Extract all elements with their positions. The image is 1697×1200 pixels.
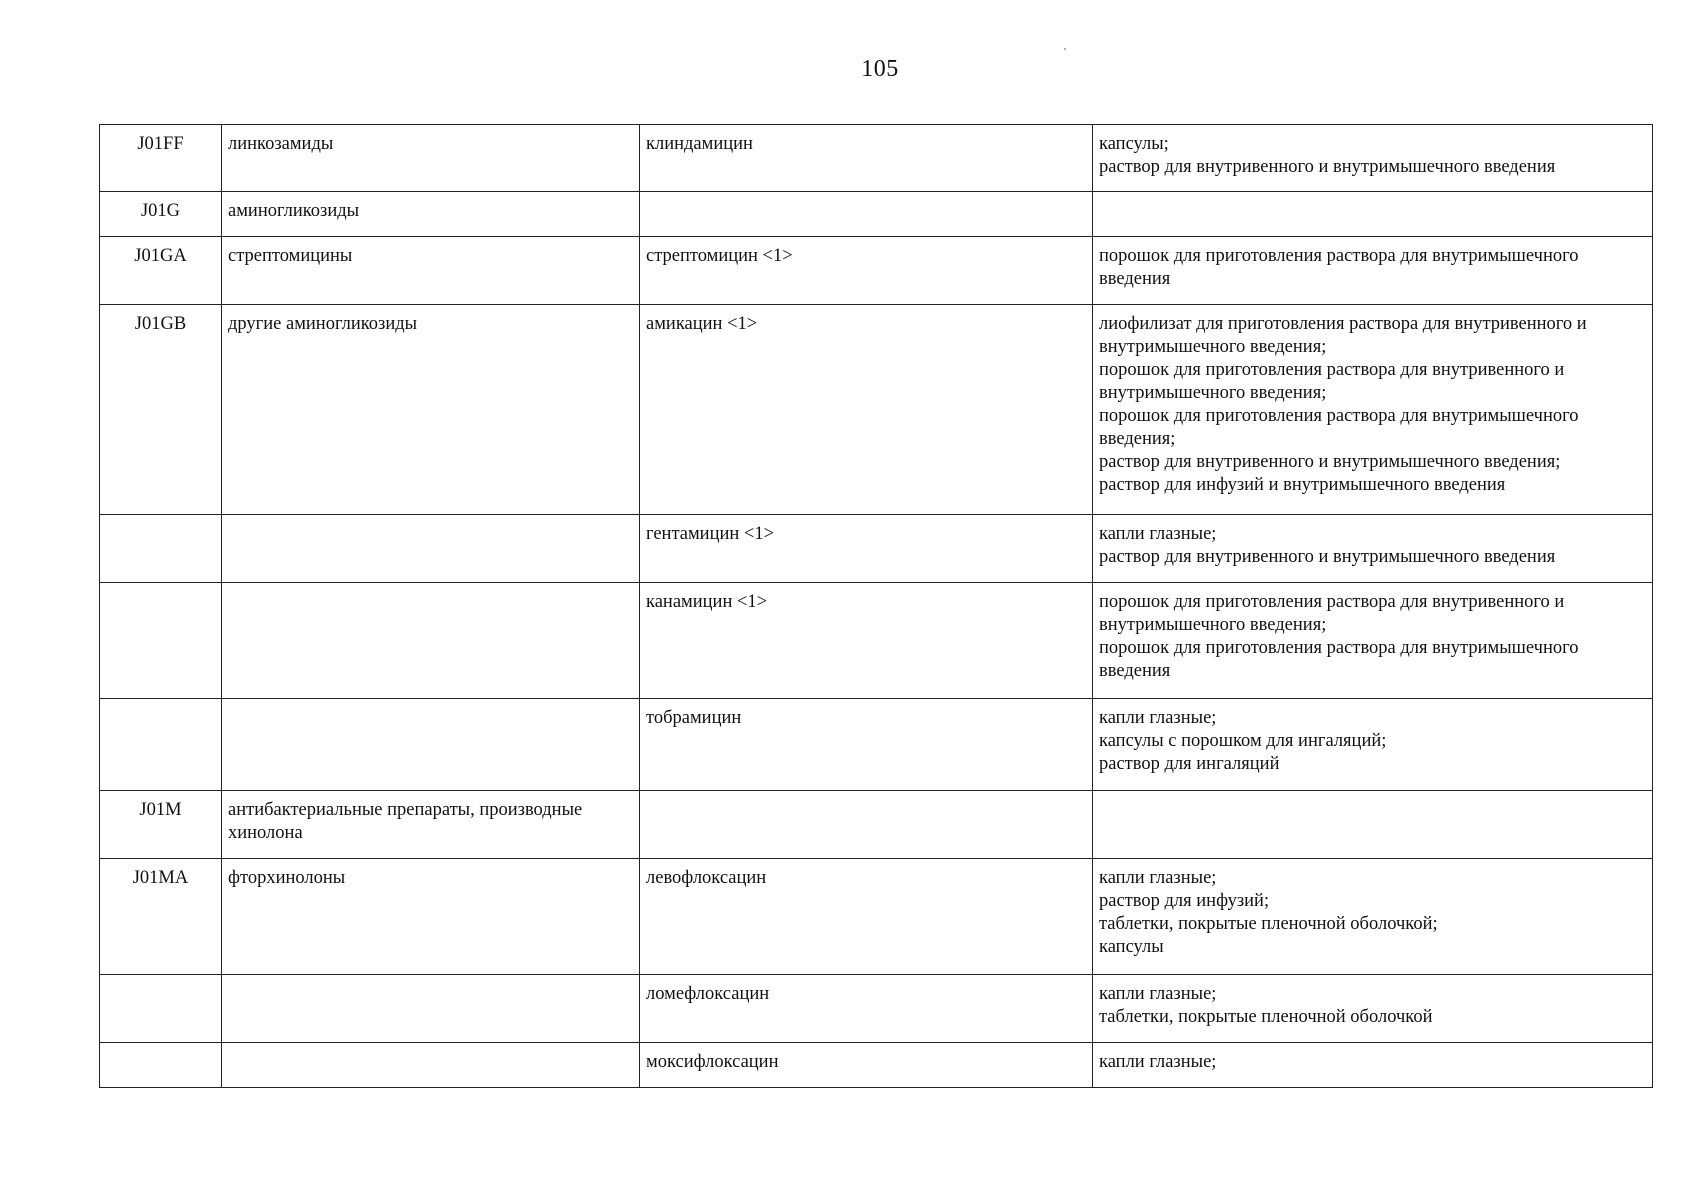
drug-name-cell: канамицин <1>: [640, 583, 1093, 699]
drug-name-cell: клиндамицин: [640, 125, 1093, 192]
table-row: [100, 125, 1653, 192]
dosage-form-line: таблетки, покрытые пленочной оболочкой: [1099, 1007, 1433, 1027]
atc-code-cell: [100, 515, 222, 583]
table-row: [100, 1043, 1653, 1088]
atc-code-cell: J01GB: [100, 305, 222, 515]
dosage-form-line: капсулы;: [1099, 134, 1169, 154]
atc-code-cell: J01MA: [100, 859, 222, 975]
atc-code-cell: [100, 1043, 222, 1088]
table-row: [100, 699, 1653, 791]
dosage-form-line: порошок для приготовления раствора для внутримышечного введения: [1099, 638, 1579, 681]
table-row: [100, 237, 1653, 305]
group-cell: стрептомицины: [222, 237, 640, 305]
group-cell: [222, 515, 640, 583]
dosage-forms-cell: [1093, 515, 1653, 583]
drug-name-cell: амикацин <1>: [640, 305, 1093, 515]
table-row: [100, 975, 1653, 1043]
atc-code-cell: J01M: [100, 791, 222, 859]
dosage-form-line: капли глазные;: [1099, 708, 1217, 728]
page-number: 105: [861, 56, 899, 82]
dosage-forms-cell: [1093, 237, 1653, 305]
group-cell: антибактериальные препараты, производные хинолона: [222, 791, 640, 859]
dosage-form-line: раствор для внутривенного и внутримышечного введения: [1099, 157, 1556, 177]
drug-name-cell: тобрамицин: [640, 699, 1093, 791]
drug-name-cell: стрептомицин <1>: [640, 237, 1093, 305]
dosage-forms-cell: [1093, 699, 1653, 791]
dosage-forms-cell: [1093, 583, 1653, 699]
atc-code-cell: J01G: [100, 192, 222, 237]
table-row: [100, 791, 1653, 859]
dosage-form-line: порошок для приготовления раствора для внутривенного и внутримышечного введения;: [1099, 360, 1565, 403]
table-row: [100, 192, 1653, 237]
dosage-form-line: капли глазные;: [1099, 984, 1217, 1004]
dosage-form-line: капсулы: [1099, 937, 1164, 957]
group-cell: [222, 583, 640, 699]
dosage-form-line: раствор для инфузий;: [1099, 891, 1270, 911]
dosage-forms-cell: [1093, 859, 1653, 975]
drug-name-cell: моксифлоксацин: [640, 1043, 1093, 1088]
dosage-form-line: капли глазные;: [1099, 524, 1217, 544]
dosage-forms-cell: [1093, 1043, 1653, 1088]
dosage-form-line: раствор для ингаляций: [1099, 754, 1280, 774]
scan-speck: [1064, 48, 1066, 50]
dosage-form-line: капсулы с порошком для ингаляций;: [1099, 731, 1387, 751]
dosage-form-line: порошок для приготовления раствора для внутривенного и внутримышечного введения;: [1099, 592, 1565, 635]
dosage-forms-cell: [1093, 125, 1653, 192]
group-cell: [222, 699, 640, 791]
drug-name-cell: ломефлоксацин: [640, 975, 1093, 1043]
dosage-forms-cell: [1093, 975, 1653, 1043]
atc-code-cell: [100, 699, 222, 791]
group-cell: [222, 1043, 640, 1088]
dosage-form-line: капли глазные;: [1099, 868, 1217, 888]
group-cell: линкозамиды: [222, 125, 640, 192]
group-cell: [222, 975, 640, 1043]
dosage-form-line: таблетки, покрытые пленочной оболочкой;: [1099, 914, 1438, 934]
dosage-form-line: капли глазные;: [1099, 1052, 1217, 1072]
atc-code-cell: J01FF: [100, 125, 222, 192]
table-row: [100, 515, 1653, 583]
drug-name-cell: [640, 192, 1093, 237]
dosage-forms-cell: [1093, 305, 1653, 515]
dosage-forms-cell: [1093, 791, 1653, 859]
drug-name-cell: левофлоксацин: [640, 859, 1093, 975]
dosage-form-line: раствор для внутривенного и внутримышечного введения;: [1099, 452, 1561, 472]
group-cell: фторхинолоны: [222, 859, 640, 975]
dosage-form-line: раствор для инфузий и внутримышечного введения: [1099, 475, 1506, 495]
atc-code-cell: J01GA: [100, 237, 222, 305]
dosage-form-line: раствор для внутривенного и внутримышечного введения: [1099, 547, 1556, 567]
atc-code-cell: [100, 975, 222, 1043]
dosage-forms-cell: [1093, 192, 1653, 237]
dosage-form-line: порошок для приготовления раствора для внутримышечного введения: [1099, 246, 1579, 289]
table-row: [100, 583, 1653, 699]
table-row: [100, 305, 1653, 515]
atc-code-cell: [100, 583, 222, 699]
dosage-form-line: порошок для приготовления раствора для внутримышечного введения;: [1099, 406, 1579, 449]
dosage-form-line: лиофилизат для приготовления раствора для внутривенного и внутримышечного введения;: [1099, 314, 1587, 357]
drug-table: [99, 124, 1653, 1088]
drug-name-cell: гентамицин <1>: [640, 515, 1093, 583]
group-cell: аминогликозиды: [222, 192, 640, 237]
table-row: [100, 859, 1653, 975]
group-cell: другие аминогликозиды: [222, 305, 640, 515]
drug-name-cell: [640, 791, 1093, 859]
